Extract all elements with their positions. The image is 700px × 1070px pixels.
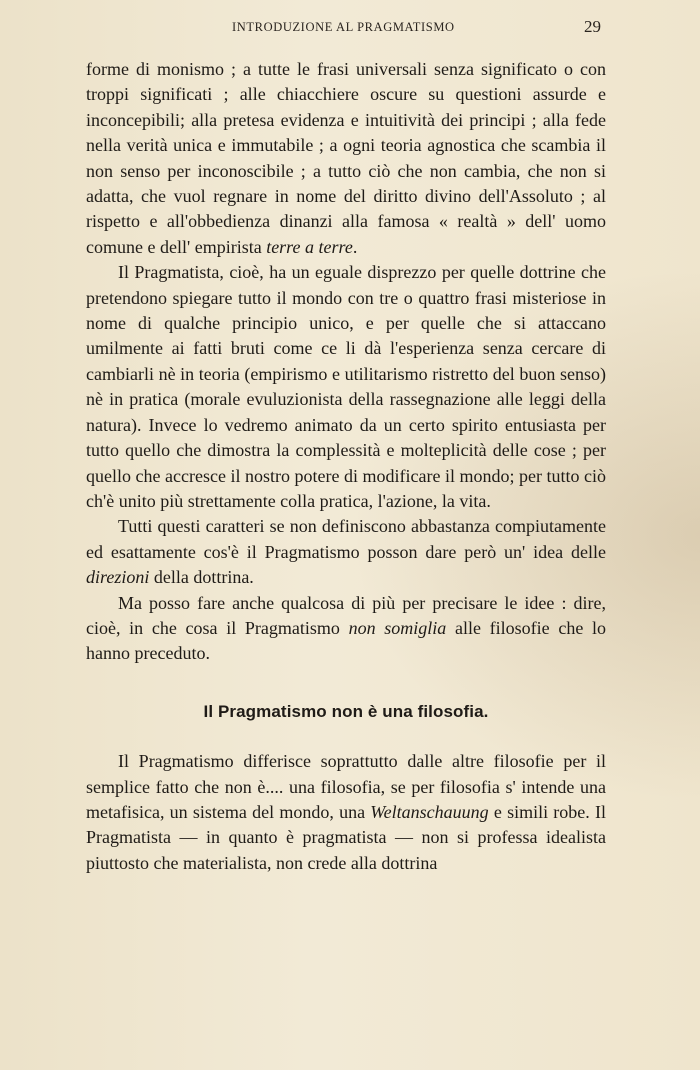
paragraph-5-italic: Weltanschauung — [370, 801, 489, 822]
paragraph-4 — [86, 591, 606, 667]
page-body — [86, 57, 606, 876]
paragraph-1 — [86, 57, 606, 260]
paragraph-5 — [86, 749, 606, 876]
paragraph-5-end: e simili robe. Il Pragmatista — in quanto è pragmatista — non si professa idealista piuttosto che materialista, non crede alla dottrina — [86, 801, 607, 873]
paragraph-3 — [86, 514, 606, 590]
paragraph-4-end: alle filosofie che lo hanno preceduto. — [86, 617, 607, 664]
paragraph-4-italic: non somiglia — [348, 617, 447, 638]
paragraph-2: Il Pragmatista, cioè, ha un eguale disprezzo per quelle dottrine che pretendono spiegare tutto il mondo con tre o quattro frasi misteriose in nome di qualche principio unico, e per quelle che si attaccano umilmente ai fatti bruti come ce li dà l'esperienza senza cercare di cambiarli nè in teoria (empirismo e utilitarismo ristretto del buon senso) nè in pratica (morale evuluzionista della rassegnazione alle leggi della natura). Invece lo vedremo animato da un certo spirito entusiasta per tutto quello che dimostra la complessità e molteplicità delle cose ; per quello che accresce il nostro potere di modificare il mondo; per tutto ciò ch'è unito più strettamente colla pratica, l'azione, la vita. — [86, 262, 606, 511]
paragraph-3-text: Tutti questi caratteri se non definiscono abbastanza compiutamente ed esattamente cos'è il Pragmatismo posson dare però un' idea delle — [86, 516, 606, 562]
page-number: 29 — [584, 17, 601, 36]
section-heading: Il Pragmatismo non è una filosofia. — [203, 701, 489, 721]
page-header — [0, 12, 700, 42]
paragraph-1-italic: terre a terre — [266, 236, 353, 257]
paragraph-1-end: . — [352, 236, 358, 257]
paragraph-5-text: Il Pragmatismo differisce soprattutto dalle altre filosofie per il semplice fatto che non è.... una filosofia, se per filosofia s' intende una metafisica, un sistema del mondo, una — [86, 751, 606, 822]
running-title: INTRODUZIONE AL PRAGMATISMO — [232, 20, 455, 34]
paragraph-3-italic: direzioni — [86, 567, 150, 588]
paragraph-1-text: forme di monismo ; a tutte le frasi universali senza significato o con troppi significati ; alle chiacchiere oscure su questioni assurde e inconcepibili; alla pretesa evidenza e intuitività dei principi ; alla fede nella verità unica e immutabile ; a ogni teoria agnostica che scambia il non senso per inconoscibile ; a tutto ciò che non cambia, che non si adatta, che vuol regnare in nome del diritto divino dell'Assoluto ; al rispetto e all'obbedienza dinanzi alla famosa « realtà » dell' uomo comune e dell' empirista — [86, 59, 606, 257]
paragraph-3-end: della dottrina. — [149, 567, 254, 588]
paragraph-4-text: Ma posso fare anche qualcosa di più per precisare le idee : dire, cioè, in che cosa il Pragmatismo — [86, 592, 606, 638]
